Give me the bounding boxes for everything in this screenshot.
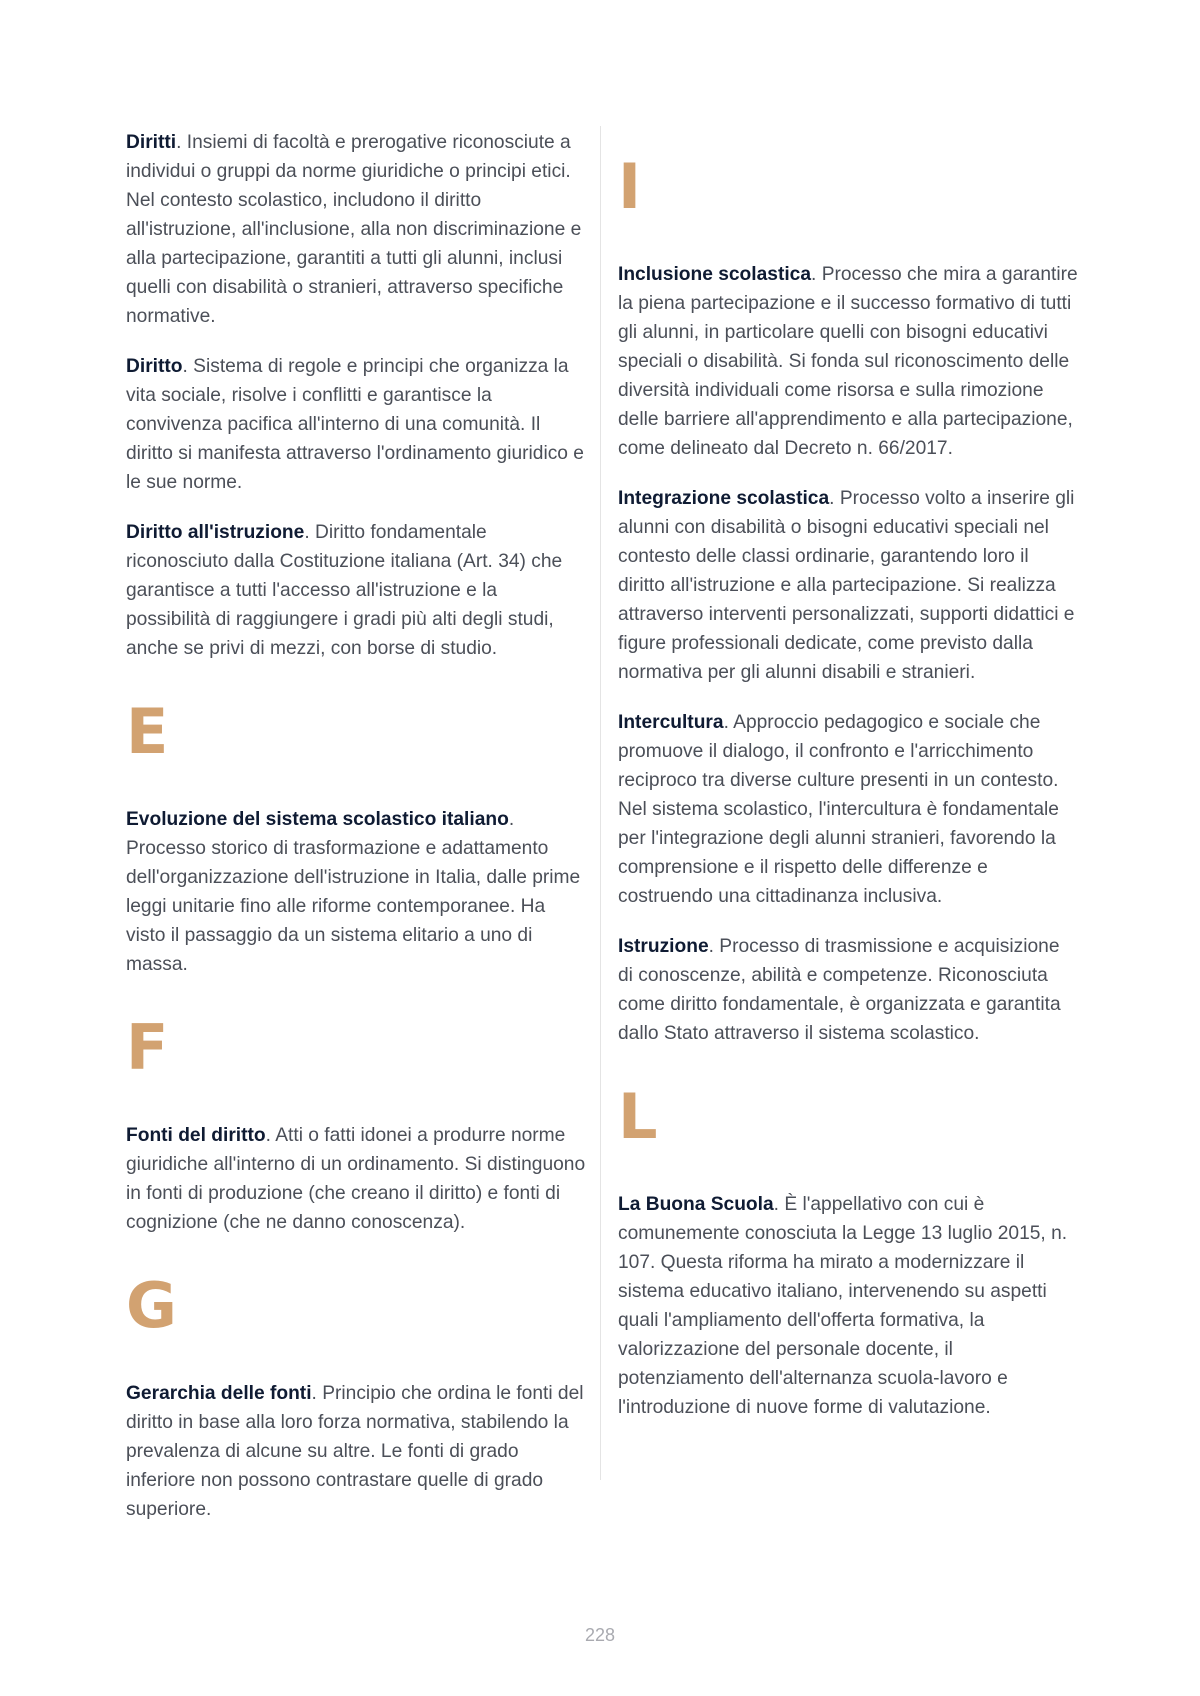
entry-definition: Atti o fatti idonei a produrre norme giuridiche all'interno di un ordinamento. Si distinguono in fonti di produzione (che creano il diritto) e fonti di cognizione (che ne danno conoscenza).: [126, 1125, 586, 1233]
glossary-entry-fonti: Fonti del diritto. Atti o fatti idonei a produrre norme giuridiche all'interno di un ordinamento. Si distinguono in fonti di produzione (che creano il diritto) e fonti di cognizione (che ne danno conoscenza).: [126, 1125, 586, 1233]
entry-term: La Buona Scuola: [618, 1194, 774, 1215]
glossary-entry-evoluzione: Evoluzione del sistema scolastico italiano. Processo storico di trasformazione e adattamento dell'organizzazione dell'istruzione in Italia, dalle prime leggi unitarie fino alle riforme contemporanee. Ha visto il passaggio da un sistema elitario a uno di massa.: [126, 809, 581, 975]
entry-term: Diritto: [126, 356, 183, 377]
glossary-entry-integrazione: Integrazione scolastica. Processo volto a inserire gli alunni con disabilità o bisogni educativi speciali nel contesto delle classi ordinarie, garantendo loro il diritto all'istruzione e alla partecipazione. Si realizza attraverso interventi personalizzati, supporti didattici e figure professionali dedicate, come previsto dalla normativa per gli alunni disabili e stranieri.: [618, 488, 1075, 683]
entry-definition: È l'appellativo con cui è comunemente conosciuta la Legge 13 luglio 2015, n. 107. Questa riforma ha mirato a modernizzare il sistema educativo italiano, intervenendo su aspetti quali l'ampliamento dell'offerta formativa, la valorizzazione del personale docente, il potenziamento dell'alternanza scuola-lavoro e l'introduzione di nuove forme di valutazione.: [618, 1194, 1068, 1418]
glossary-entry-intercultura: Intercultura. Approccio pedagogico e sociale che promuove il dialogo, il confronto e l'arricchimento reciproco tra diverse culture presenti in un contesto. Nel sistema scolastico, l'intercultura è fondamentale per l'integrazione degli alunni stranieri, favorendo la comprensione e il rispetto delle differenze e costruendo una cittadinanza inclusiva.: [618, 712, 1059, 907]
section-letter-g: G: [126, 1269, 177, 1342]
entry-definition: Processo volto a inserire gli alunni con disabilità o bisogni educativi speciali nel contesto delle classi ordinarie, garantendo loro il diritto all'istruzione e alla partecipazione. Si realizza attraverso interventi personalizzati, supporti didattici e figure professionali dedicate, come previsto dalla normativa per gli alunni disabili e stranieri.: [618, 488, 1075, 683]
entry-definition: Sistema di regole e principi che organizza la vita sociale, risolve i conflitti e garantisce la convivenza pacifica all'interno di una comunità. Il diritto si manifesta attraverso l'ordinamento giuridico e le sue norme.: [126, 356, 584, 493]
entry-term: Intercultura: [618, 712, 724, 733]
left-column: [126, 128, 586, 1545]
entry-definition: Processo storico di trasformazione e adattamento dell'organizzazione dell'istruzione in Italia, dalle prime leggi unitarie fino alle riforme contemporanee. Ha visto il passaggio da un sistema elitario a uno di massa.: [126, 838, 581, 975]
entry-term: Istruzione: [618, 936, 709, 957]
entry-term: Gerarchia delle fonti: [126, 1383, 312, 1404]
entry-definition: Principio che ordina le fonti del diritto in base alla loro forza normativa, stabilendo la prevalenza di alcune su altre. Le fonti di grado inferiore non possono contrastare quelle di grado superiore.: [126, 1383, 584, 1520]
entry-term: Evoluzione del sistema scolastico italiano: [126, 809, 509, 830]
glossary-entry-diritto: Diritto. Sistema di regole e principi che organizza la vita sociale, risolve i conflitti e garantisce la convivenza pacifica all'interno di una comunità. Il diritto si manifesta attraverso l'ordinamento giuridico e le sue norme.: [126, 356, 584, 493]
section-letter-e: E: [126, 695, 169, 768]
page-number: 228: [584, 1625, 616, 1645]
glossary-entry-diritti: Diritti. Insiemi di facoltà e prerogative riconosciute a individui o gruppi da norme giuridiche o principi etici. Nel contesto scolastico, includono il diritto all'istruzione, all'inclusione, alla non discriminazione e alla partecipazione, garantiti a tutti gli alunni, inclusi quelli con disabilità o stranieri, attraverso specifiche normative.: [126, 132, 582, 327]
entry-term: Fonti del diritto: [126, 1125, 266, 1146]
entry-term: Integrazione scolastica: [618, 488, 830, 509]
entry-definition: Approccio pedagogico e sociale che promuove il dialogo, il confronto e l'arricchimento reciproco tra diverse culture presenti in un contesto. Nel sistema scolastico, l'intercultura è fondamentale per l'integrazione degli alunni stranieri, favorendo la comprensione e il rispetto delle differenze e costruendo una cittadinanza inclusiva.: [618, 712, 1059, 907]
entry-definition: Insiemi di facoltà e prerogative riconosciute a individui o gruppi da norme giuridiche o principi etici. Nel contesto scolastico, includono il diritto all'istruzione, all'inclusione, alla non discriminazione e alla partecipazione, garantiti a tutti gli alunni, inclusi quelli con disabilità o stranieri, attraverso specifiche normative.: [126, 132, 582, 327]
right-column: [618, 128, 1078, 1443]
glossary-entry-inclusione: Inclusione scolastica. Processo che mira a garantire la piena partecipazione e il successo formativo di tutti gli alunni, in particolare quelli con bisogni educativi speciali o disabilità. Si fonda sul riconoscimento delle diversità individuali come risorsa e sulla rimozione delle barriere all'apprendimento e alla partecipazione, come delineato dal Decreto n. 66/2017.: [618, 264, 1078, 459]
entry-definition: Diritto fondamentale riconosciuto dalla Costituzione italiana (Art. 34) che garantisce a tutti l'accesso all'istruzione e la possibilità di raggiungere i gradi più alti degli studi, anche se privi di mezzi, con borse di studio.: [126, 522, 563, 659]
glossary-entry-diritto-istruzione: Diritto all'istruzione. Diritto fondamentale riconosciuto dalla Costituzione italiana (Art. 34) che garantisce a tutti l'accesso all'istruzione e la possibilità di raggiungere i gradi più alti degli studi, anche se privi di mezzi, con borse di studio.: [126, 522, 563, 659]
section-letter-f: F: [126, 1011, 169, 1084]
section-letter-i: I: [618, 150, 642, 223]
entry-definition: Processo che mira a garantire la piena partecipazione e il successo formativo di tutti gli alunni, in particolare quelli con bisogni educativi speciali o disabilità. Si fonda sul riconoscimento delle diversità individuali come risorsa e sulla rimozione delle barriere all'apprendimento e alla partecipazione, come delineato dal Decreto n. 66/2017.: [618, 264, 1078, 459]
entry-term: Diritti: [126, 132, 177, 153]
entry-term: Inclusione scolastica: [618, 264, 812, 285]
glossary-entry-gerarchia: Gerarchia delle fonti. Principio che ordina le fonti del diritto in base alla loro forza normativa, stabilendo la prevalenza di alcune su altre. Le fonti di grado inferiore non possono contrastare quelle di grado superiore.: [126, 1383, 584, 1520]
glossary-entry-buona-scuola: La Buona Scuola. È l'appellativo con cui è comunemente conosciuta la Legge 13 luglio 2015, n. 107. Questa riforma ha mirato a modernizzare il sistema educativo italiano, intervenendo su aspetti quali l'ampliamento dell'offerta formativa, la valorizzazione del personale docente, il potenziamento dell'alternanza scuola-lavoro e l'introduzione di nuove forme di valutazione.: [618, 1194, 1068, 1418]
column-divider: [600, 126, 601, 1480]
entry-term: Diritto all'istruzione: [126, 522, 305, 543]
glossary-entry-istruzione: Istruzione. Processo di trasmissione e acquisizione di conoscenze, abilità e competenze. Riconosciuta come diritto fondamentale, è organizzata e garantita dallo Stato attraverso il sistema scolastico.: [618, 936, 1061, 1044]
entry-definition: Processo di trasmissione e acquisizione di conoscenze, abilità e competenze. Riconosciuta come diritto fondamentale, è organizzata e garantita dallo Stato attraverso il sistema scolastico.: [618, 936, 1061, 1044]
section-letter-l: L: [618, 1080, 658, 1153]
